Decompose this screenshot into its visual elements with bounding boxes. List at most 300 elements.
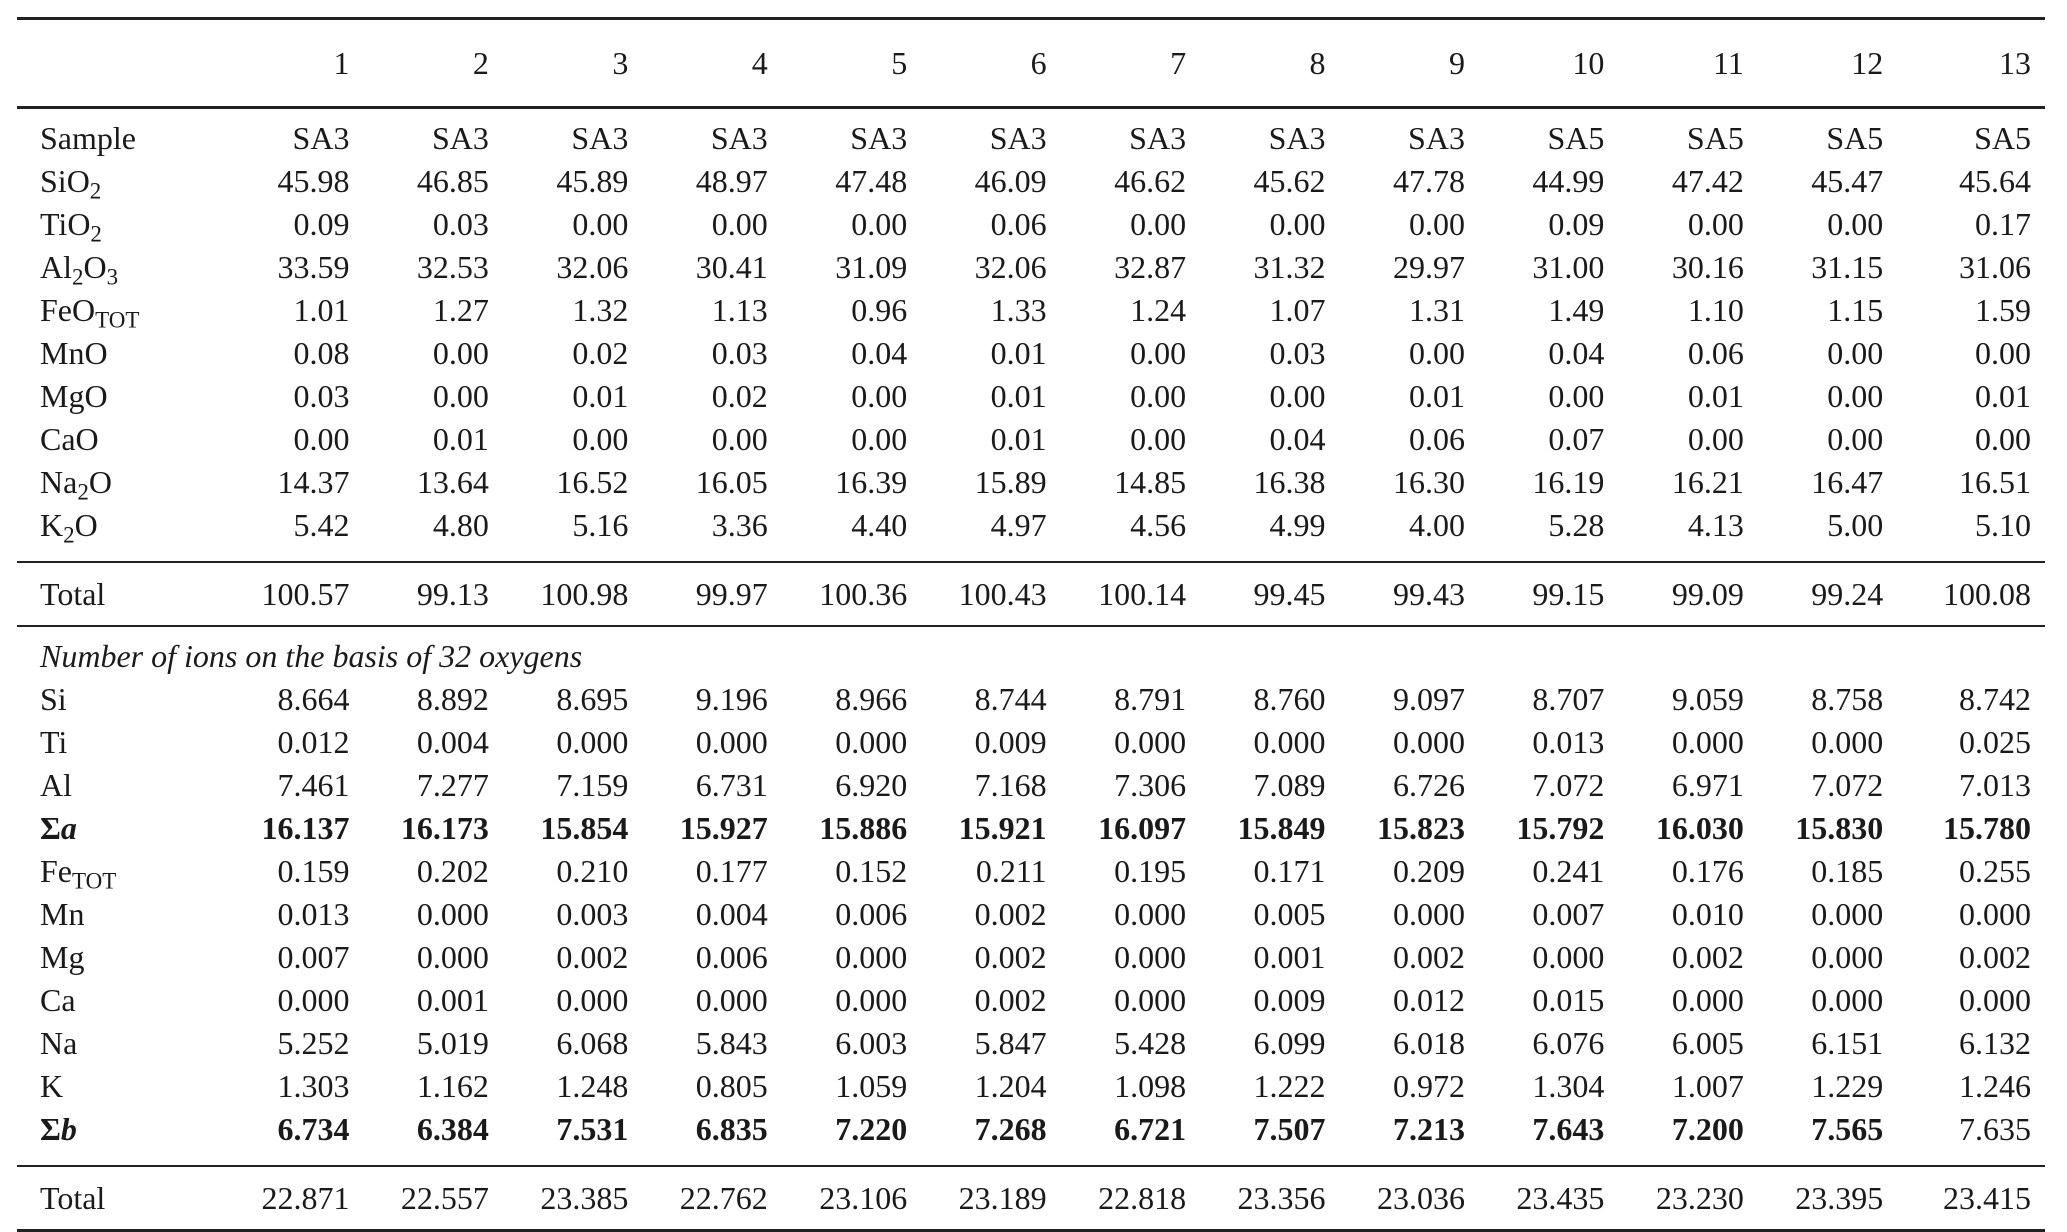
table-cell: 0.00 xyxy=(572,421,629,457)
row-label xyxy=(17,160,210,203)
table-cell: 0.00 xyxy=(851,421,908,457)
table-cell: 0.002 xyxy=(974,896,1047,932)
table-cell: 5.428 xyxy=(1114,1025,1187,1061)
label-base: Na xyxy=(40,1025,78,1061)
table-cell: 1.229 xyxy=(1811,1068,1884,1104)
table-cell: 16.19 xyxy=(1532,464,1605,500)
table-cell: 0.000 xyxy=(1811,939,1884,975)
table-cell: 0.185 xyxy=(1811,853,1884,889)
row-label xyxy=(17,807,210,850)
table-cell: 4.97 xyxy=(990,507,1047,543)
table-cell: 0.000 xyxy=(1959,982,2031,1018)
table-cell: 7.565 xyxy=(1811,1111,1884,1147)
table-cell: 1.13 xyxy=(711,292,768,328)
table-cell: 45.98 xyxy=(277,163,350,199)
table-cell: 9.059 xyxy=(1671,681,1744,717)
table-cell: SA3 xyxy=(989,120,1047,156)
table-cell: 30.41 xyxy=(695,249,768,285)
table-cell: 0.002 xyxy=(974,939,1047,975)
label-italic: b xyxy=(60,1111,77,1147)
table-cell: 23.385 xyxy=(489,1166,628,1231)
table-cell: 7.531 xyxy=(556,1111,629,1147)
table-cell: 31.32 xyxy=(1253,249,1326,285)
table-cell: 13.64 xyxy=(416,464,489,500)
row-label xyxy=(17,721,210,764)
label-base: Ti xyxy=(40,724,68,760)
table-cell: 0.000 xyxy=(695,982,768,1018)
table-cell: 7.461 xyxy=(277,767,350,803)
table-cell: 0.06 xyxy=(1687,335,1744,371)
table-cell: 0.01 xyxy=(572,378,629,414)
table-cell: 3.36 xyxy=(711,507,768,543)
table-cell: 0.00 xyxy=(711,206,768,242)
table-cell: 1.098 xyxy=(1114,1068,1187,1104)
table-cell: 31.00 xyxy=(1532,249,1605,285)
table-cell: 0.000 xyxy=(1811,982,1884,1018)
table-cell: 5.00 xyxy=(1827,507,1884,543)
oxide-row xyxy=(17,504,2045,562)
table-cell: 5.847 xyxy=(974,1025,1047,1061)
ion-section xyxy=(17,626,2045,1231)
table-cell: 0.00 xyxy=(432,335,489,371)
table-cell: 0.202 xyxy=(416,853,489,889)
table-cell: 0.01 xyxy=(1408,378,1465,414)
table-cell: 99.45 xyxy=(1186,562,1325,626)
mineral-analysis-table-container xyxy=(17,17,2045,1232)
column-header: 4 xyxy=(628,19,767,108)
table-cell: 32.06 xyxy=(556,249,629,285)
table-cell: 7.643 xyxy=(1532,1111,1605,1147)
label-base: Na xyxy=(40,464,78,500)
table-cell: 16.097 xyxy=(1098,810,1187,846)
label-subscript: TOT xyxy=(72,867,117,894)
table-cell: 0.00 xyxy=(1827,421,1884,457)
table-cell: 0.002 xyxy=(1392,939,1465,975)
table-cell: 16.173 xyxy=(400,810,489,846)
table-cell: 0.006 xyxy=(835,896,908,932)
table-cell: 4.13 xyxy=(1687,507,1744,543)
table-cell: 45.62 xyxy=(1253,163,1326,199)
table-cell: 16.030 xyxy=(1655,810,1744,846)
table-cell: 5.28 xyxy=(1548,507,1605,543)
table-cell: 1.10 xyxy=(1687,292,1744,328)
table-cell: 5.10 xyxy=(1975,507,2031,543)
table-cell: 0.08 xyxy=(293,335,350,371)
table-cell: 0.00 xyxy=(1687,206,1744,242)
table-cell: 0.009 xyxy=(974,724,1047,760)
table-cell: 1.204 xyxy=(974,1068,1047,1104)
label-base: CaO xyxy=(40,421,99,457)
column-header: 2 xyxy=(349,19,488,108)
oxide-row xyxy=(17,108,2045,161)
ion-row xyxy=(17,936,2045,979)
section-title: Number of ions on the basis of 32 oxygens xyxy=(17,626,2045,678)
table-cell: 0.09 xyxy=(1548,206,1605,242)
table-cell: 0.03 xyxy=(293,378,350,414)
table-cell: SA3 xyxy=(1129,120,1187,156)
row-label xyxy=(17,246,210,289)
mineral-composition-table xyxy=(17,17,2045,1232)
table-cell: 0.001 xyxy=(1253,939,1326,975)
table-cell: SA5 xyxy=(1547,120,1605,156)
section-title-row xyxy=(17,626,2045,678)
table-cell: 15.854 xyxy=(540,810,629,846)
table-cell: 7.013 xyxy=(1959,767,2031,803)
table-cell: 0.000 xyxy=(1253,724,1326,760)
column-header: 8 xyxy=(1186,19,1325,108)
table-cell: 6.151 xyxy=(1811,1025,1884,1061)
table-cell: 0.000 xyxy=(556,982,629,1018)
table-cell: 1.07 xyxy=(1269,292,1326,328)
table-cell: 30.16 xyxy=(1671,249,1744,285)
table-cell: 23.415 xyxy=(1883,1166,2045,1231)
table-cell: 7.089 xyxy=(1253,767,1326,803)
ion-row xyxy=(17,1022,2045,1065)
table-cell: 99.24 xyxy=(1744,562,1883,626)
table-cell: 6.068 xyxy=(556,1025,629,1061)
table-cell: 1.248 xyxy=(556,1068,629,1104)
oxide-row xyxy=(17,375,2045,418)
table-cell: 7.159 xyxy=(556,767,629,803)
table-cell: 16.38 xyxy=(1253,464,1326,500)
row-label: Total xyxy=(17,562,210,626)
table-cell: 9.196 xyxy=(695,681,768,717)
table-cell: 0.17 xyxy=(1975,206,2031,242)
table-cell: 0.241 xyxy=(1532,853,1605,889)
table-cell: SA5 xyxy=(1686,120,1744,156)
table-cell: 31.09 xyxy=(835,249,908,285)
table-cell: 22.762 xyxy=(628,1166,767,1231)
table-cell: 0.159 xyxy=(277,853,350,889)
table-cell: 15.823 xyxy=(1376,810,1465,846)
table-cell: 0.00 xyxy=(572,206,629,242)
table-cell: 16.51 xyxy=(1959,464,2031,500)
label-subscript: TOT xyxy=(95,306,140,333)
table-cell: 0.002 xyxy=(1959,939,2031,975)
label-subscript2: 3 xyxy=(106,263,119,290)
table-cell: 100.57 xyxy=(210,562,349,626)
table-cell: 0.000 xyxy=(1532,939,1605,975)
table-cell: 16.39 xyxy=(835,464,908,500)
label-subscript: 2 xyxy=(72,263,84,290)
table-cell: 0.209 xyxy=(1392,853,1465,889)
table-cell: 8.742 xyxy=(1959,681,2031,717)
label-base: Σ xyxy=(40,810,61,846)
table-cell: 1.59 xyxy=(1975,292,2031,328)
table-cell: 31.06 xyxy=(1959,249,2031,285)
table-cell: 6.971 xyxy=(1671,767,1744,803)
table-cell: 1.15 xyxy=(1827,292,1884,328)
table-cell: 1.246 xyxy=(1959,1068,2031,1104)
row-label xyxy=(17,893,210,936)
table-cell: SA3 xyxy=(1408,120,1465,156)
label-base: Ca xyxy=(40,982,76,1018)
label-base: K xyxy=(40,507,64,543)
oxide-row xyxy=(17,160,2045,203)
table-cell: 0.06 xyxy=(1408,421,1465,457)
table-cell: 0.03 xyxy=(711,335,768,371)
table-cell: 0.000 xyxy=(1392,724,1465,760)
table-cell: 8.664 xyxy=(277,681,350,717)
column-header: 11 xyxy=(1604,19,1743,108)
table-cell: 46.85 xyxy=(416,163,489,199)
table-cell: 5.843 xyxy=(695,1025,768,1061)
table-cell: 0.007 xyxy=(1532,896,1605,932)
table-cell: 22.557 xyxy=(349,1166,488,1231)
label-base: Si xyxy=(40,681,67,717)
table-cell: 0.000 xyxy=(1811,724,1884,760)
table-cell: 0.000 xyxy=(835,982,908,1018)
table-cell: 23.230 xyxy=(1604,1166,1743,1231)
table-cell: 31.15 xyxy=(1811,249,1884,285)
table-cell: 0.009 xyxy=(1253,982,1326,1018)
table-cell: 15.927 xyxy=(679,810,768,846)
ion-row xyxy=(17,979,2045,1022)
table-cell: 100.98 xyxy=(489,562,628,626)
table-cell: 99.43 xyxy=(1326,562,1465,626)
table-cell: 6.726 xyxy=(1392,767,1465,803)
table-cell: 23.395 xyxy=(1744,1166,1883,1231)
table-cell: 0.002 xyxy=(1671,939,1744,975)
oxide-row xyxy=(17,461,2045,504)
row-label: Total xyxy=(17,1166,210,1231)
table-cell: 8.892 xyxy=(416,681,489,717)
table-cell: 1.304 xyxy=(1532,1068,1605,1104)
table-cell: 1.059 xyxy=(835,1068,908,1104)
table-cell: 1.222 xyxy=(1253,1068,1326,1104)
column-header: 12 xyxy=(1744,19,1883,108)
column-header: 13 xyxy=(1883,19,2045,108)
table-cell: 0.01 xyxy=(990,421,1047,457)
table-cell: 0.000 xyxy=(1811,896,1884,932)
ion-row xyxy=(17,1108,2045,1166)
table-cell: 0.00 xyxy=(711,421,768,457)
table-cell: 8.707 xyxy=(1532,681,1605,717)
row-label xyxy=(17,418,210,461)
table-cell: 23.435 xyxy=(1465,1166,1604,1231)
table-cell: 32.06 xyxy=(974,249,1047,285)
table-cell: 6.721 xyxy=(1114,1111,1187,1147)
table-cell: SA3 xyxy=(292,120,350,156)
table-cell: 29.97 xyxy=(1392,249,1465,285)
table-cell: 4.56 xyxy=(1130,507,1187,543)
column-header: 7 xyxy=(1047,19,1186,108)
table-cell: 9.097 xyxy=(1392,681,1465,717)
table-cell: 7.277 xyxy=(416,767,489,803)
table-cell: 0.025 xyxy=(1959,724,2031,760)
ion-total-row xyxy=(17,1166,2045,1231)
table-cell: 4.80 xyxy=(432,507,489,543)
table-cell: 0.00 xyxy=(1130,206,1187,242)
table-cell: 0.01 xyxy=(1687,378,1744,414)
table-cell: 22.818 xyxy=(1047,1166,1186,1231)
ion-row xyxy=(17,893,2045,936)
table-cell: 6.003 xyxy=(835,1025,908,1061)
ion-row xyxy=(17,678,2045,721)
ion-row xyxy=(17,764,2045,807)
label-base: MnO xyxy=(40,335,108,371)
table-cell: 0.015 xyxy=(1532,982,1605,1018)
header-blank xyxy=(17,19,210,108)
column-header: 9 xyxy=(1326,19,1465,108)
table-cell: 1.33 xyxy=(990,292,1047,328)
table-cell: 99.97 xyxy=(628,562,767,626)
table-cell: 47.42 xyxy=(1671,163,1744,199)
row-label xyxy=(17,678,210,721)
table-cell: 8.760 xyxy=(1253,681,1326,717)
table-cell: 6.731 xyxy=(695,767,768,803)
table-cell: 0.00 xyxy=(1408,335,1465,371)
table-cell: 0.000 xyxy=(1114,896,1187,932)
table-cell: 0.000 xyxy=(1959,896,2031,932)
label-base2: O xyxy=(88,464,112,500)
label-base: Mg xyxy=(40,939,85,975)
table-cell: 0.00 xyxy=(851,206,908,242)
table-cell: 46.62 xyxy=(1114,163,1187,199)
table-cell: 0.04 xyxy=(1269,421,1326,457)
table-cell: 15.830 xyxy=(1795,810,1884,846)
column-header: 10 xyxy=(1465,19,1604,108)
label-base: Al xyxy=(40,767,72,803)
table-cell: 16.137 xyxy=(261,810,350,846)
oxide-row xyxy=(17,418,2045,461)
table-cell: 0.211 xyxy=(975,853,1047,889)
table-cell: 0.000 xyxy=(1114,982,1187,1018)
label-base: TiO xyxy=(40,206,91,242)
table-cell: 7.635 xyxy=(1959,1111,2031,1147)
table-cell: 16.52 xyxy=(556,464,629,500)
table-cell: 0.002 xyxy=(556,939,629,975)
table-cell: 0.00 xyxy=(1130,378,1187,414)
table-cell: 6.835 xyxy=(695,1111,768,1147)
table-cell: 47.48 xyxy=(835,163,908,199)
table-cell: 0.00 xyxy=(1827,335,1884,371)
row-label xyxy=(17,1065,210,1108)
table-cell: 6.920 xyxy=(835,767,908,803)
ion-row xyxy=(17,1065,2045,1108)
table-cell: 1.162 xyxy=(416,1068,489,1104)
table-cell: 15.792 xyxy=(1516,810,1605,846)
table-cell: 4.00 xyxy=(1408,507,1465,543)
table-cell: 0.013 xyxy=(277,896,350,932)
table-cell: 7.072 xyxy=(1532,767,1605,803)
table-cell: 1.01 xyxy=(293,292,350,328)
table-cell: 0.013 xyxy=(1532,724,1605,760)
table-cell: 0.000 xyxy=(835,724,908,760)
table-cell: 23.356 xyxy=(1186,1166,1325,1231)
table-cell: 6.005 xyxy=(1671,1025,1744,1061)
table-cell: 45.47 xyxy=(1811,163,1884,199)
table-cell: 99.15 xyxy=(1465,562,1604,626)
table-cell: 1.49 xyxy=(1548,292,1605,328)
table-cell: 4.99 xyxy=(1269,507,1326,543)
label-base: Mn xyxy=(40,896,85,932)
table-cell: 0.00 xyxy=(1548,378,1605,414)
table-cell: 5.252 xyxy=(277,1025,350,1061)
table-cell: 5.019 xyxy=(416,1025,489,1061)
table-cell: 0.000 xyxy=(416,939,489,975)
table-cell: 4.40 xyxy=(851,507,908,543)
table-cell: 0.171 xyxy=(1253,853,1326,889)
table-cell: SA3 xyxy=(571,120,629,156)
table-cell: 1.303 xyxy=(277,1068,350,1104)
table-cell: 0.00 xyxy=(1130,335,1187,371)
table-cell: 6.734 xyxy=(277,1111,350,1147)
table-cell: 16.30 xyxy=(1392,464,1465,500)
oxide-row xyxy=(17,289,2045,332)
table-cell: 14.85 xyxy=(1114,464,1187,500)
table-cell: 0.01 xyxy=(990,378,1047,414)
table-cell: 100.14 xyxy=(1047,562,1186,626)
table-cell: 15.849 xyxy=(1237,810,1326,846)
column-header: 3 xyxy=(489,19,628,108)
label-base: Σ xyxy=(40,1111,61,1147)
table-cell: 100.43 xyxy=(907,562,1046,626)
table-cell: 15.780 xyxy=(1943,810,2031,846)
row-label xyxy=(17,289,210,332)
oxide-row xyxy=(17,246,2045,289)
table-cell: 0.000 xyxy=(556,724,629,760)
label-subscript: 2 xyxy=(63,521,75,548)
row-label xyxy=(17,850,210,893)
table-cell: 45.64 xyxy=(1959,163,2031,199)
table-cell: 0.000 xyxy=(416,896,489,932)
table-cell: 16.47 xyxy=(1811,464,1884,500)
table-cell: 6.099 xyxy=(1253,1025,1326,1061)
table-cell: 1.31 xyxy=(1408,292,1465,328)
table-cell: 0.152 xyxy=(835,853,908,889)
table-cell: 0.03 xyxy=(432,206,489,242)
table-cell: 0.004 xyxy=(416,724,489,760)
table-cell: 47.78 xyxy=(1392,163,1465,199)
table-cell: 0.01 xyxy=(1975,378,2031,414)
table-cell: 1.32 xyxy=(572,292,629,328)
table-cell: 7.072 xyxy=(1811,767,1884,803)
ion-row xyxy=(17,807,2045,850)
table-cell: 0.010 xyxy=(1671,896,1744,932)
table-cell: 23.106 xyxy=(768,1166,907,1231)
row-label xyxy=(17,1022,210,1065)
table-cell: 0.000 xyxy=(1114,939,1187,975)
table-cell: 0.972 xyxy=(1392,1068,1465,1104)
table-cell: 0.005 xyxy=(1253,896,1326,932)
table-cell: 7.507 xyxy=(1253,1111,1326,1147)
table-cell: 100.08 xyxy=(1883,562,2045,626)
table-cell: 0.210 xyxy=(556,853,629,889)
label-subscript: 2 xyxy=(77,478,89,505)
column-header: 1 xyxy=(210,19,349,108)
table-cell: 0.000 xyxy=(277,982,350,1018)
oxide-row xyxy=(17,203,2045,246)
table-cell: 15.886 xyxy=(819,810,908,846)
table-cell: 7.220 xyxy=(835,1111,908,1147)
table-cell: 0.00 xyxy=(1975,421,2031,457)
row-label xyxy=(17,764,210,807)
table-cell: 32.53 xyxy=(416,249,489,285)
oxide-section xyxy=(17,108,2045,627)
label-base2: O xyxy=(83,249,107,285)
table-cell: 99.09 xyxy=(1604,562,1743,626)
label-subscript: 2 xyxy=(89,177,102,204)
table-cell: SA3 xyxy=(710,120,768,156)
table-cell: 0.001 xyxy=(416,982,489,1018)
table-cell: 0.00 xyxy=(1827,378,1884,414)
table-cell: 0.003 xyxy=(556,896,629,932)
table-cell: 0.012 xyxy=(277,724,350,760)
table-cell: 8.744 xyxy=(974,681,1047,717)
table-cell: 0.00 xyxy=(432,378,489,414)
table-cell: 0.000 xyxy=(1392,896,1465,932)
